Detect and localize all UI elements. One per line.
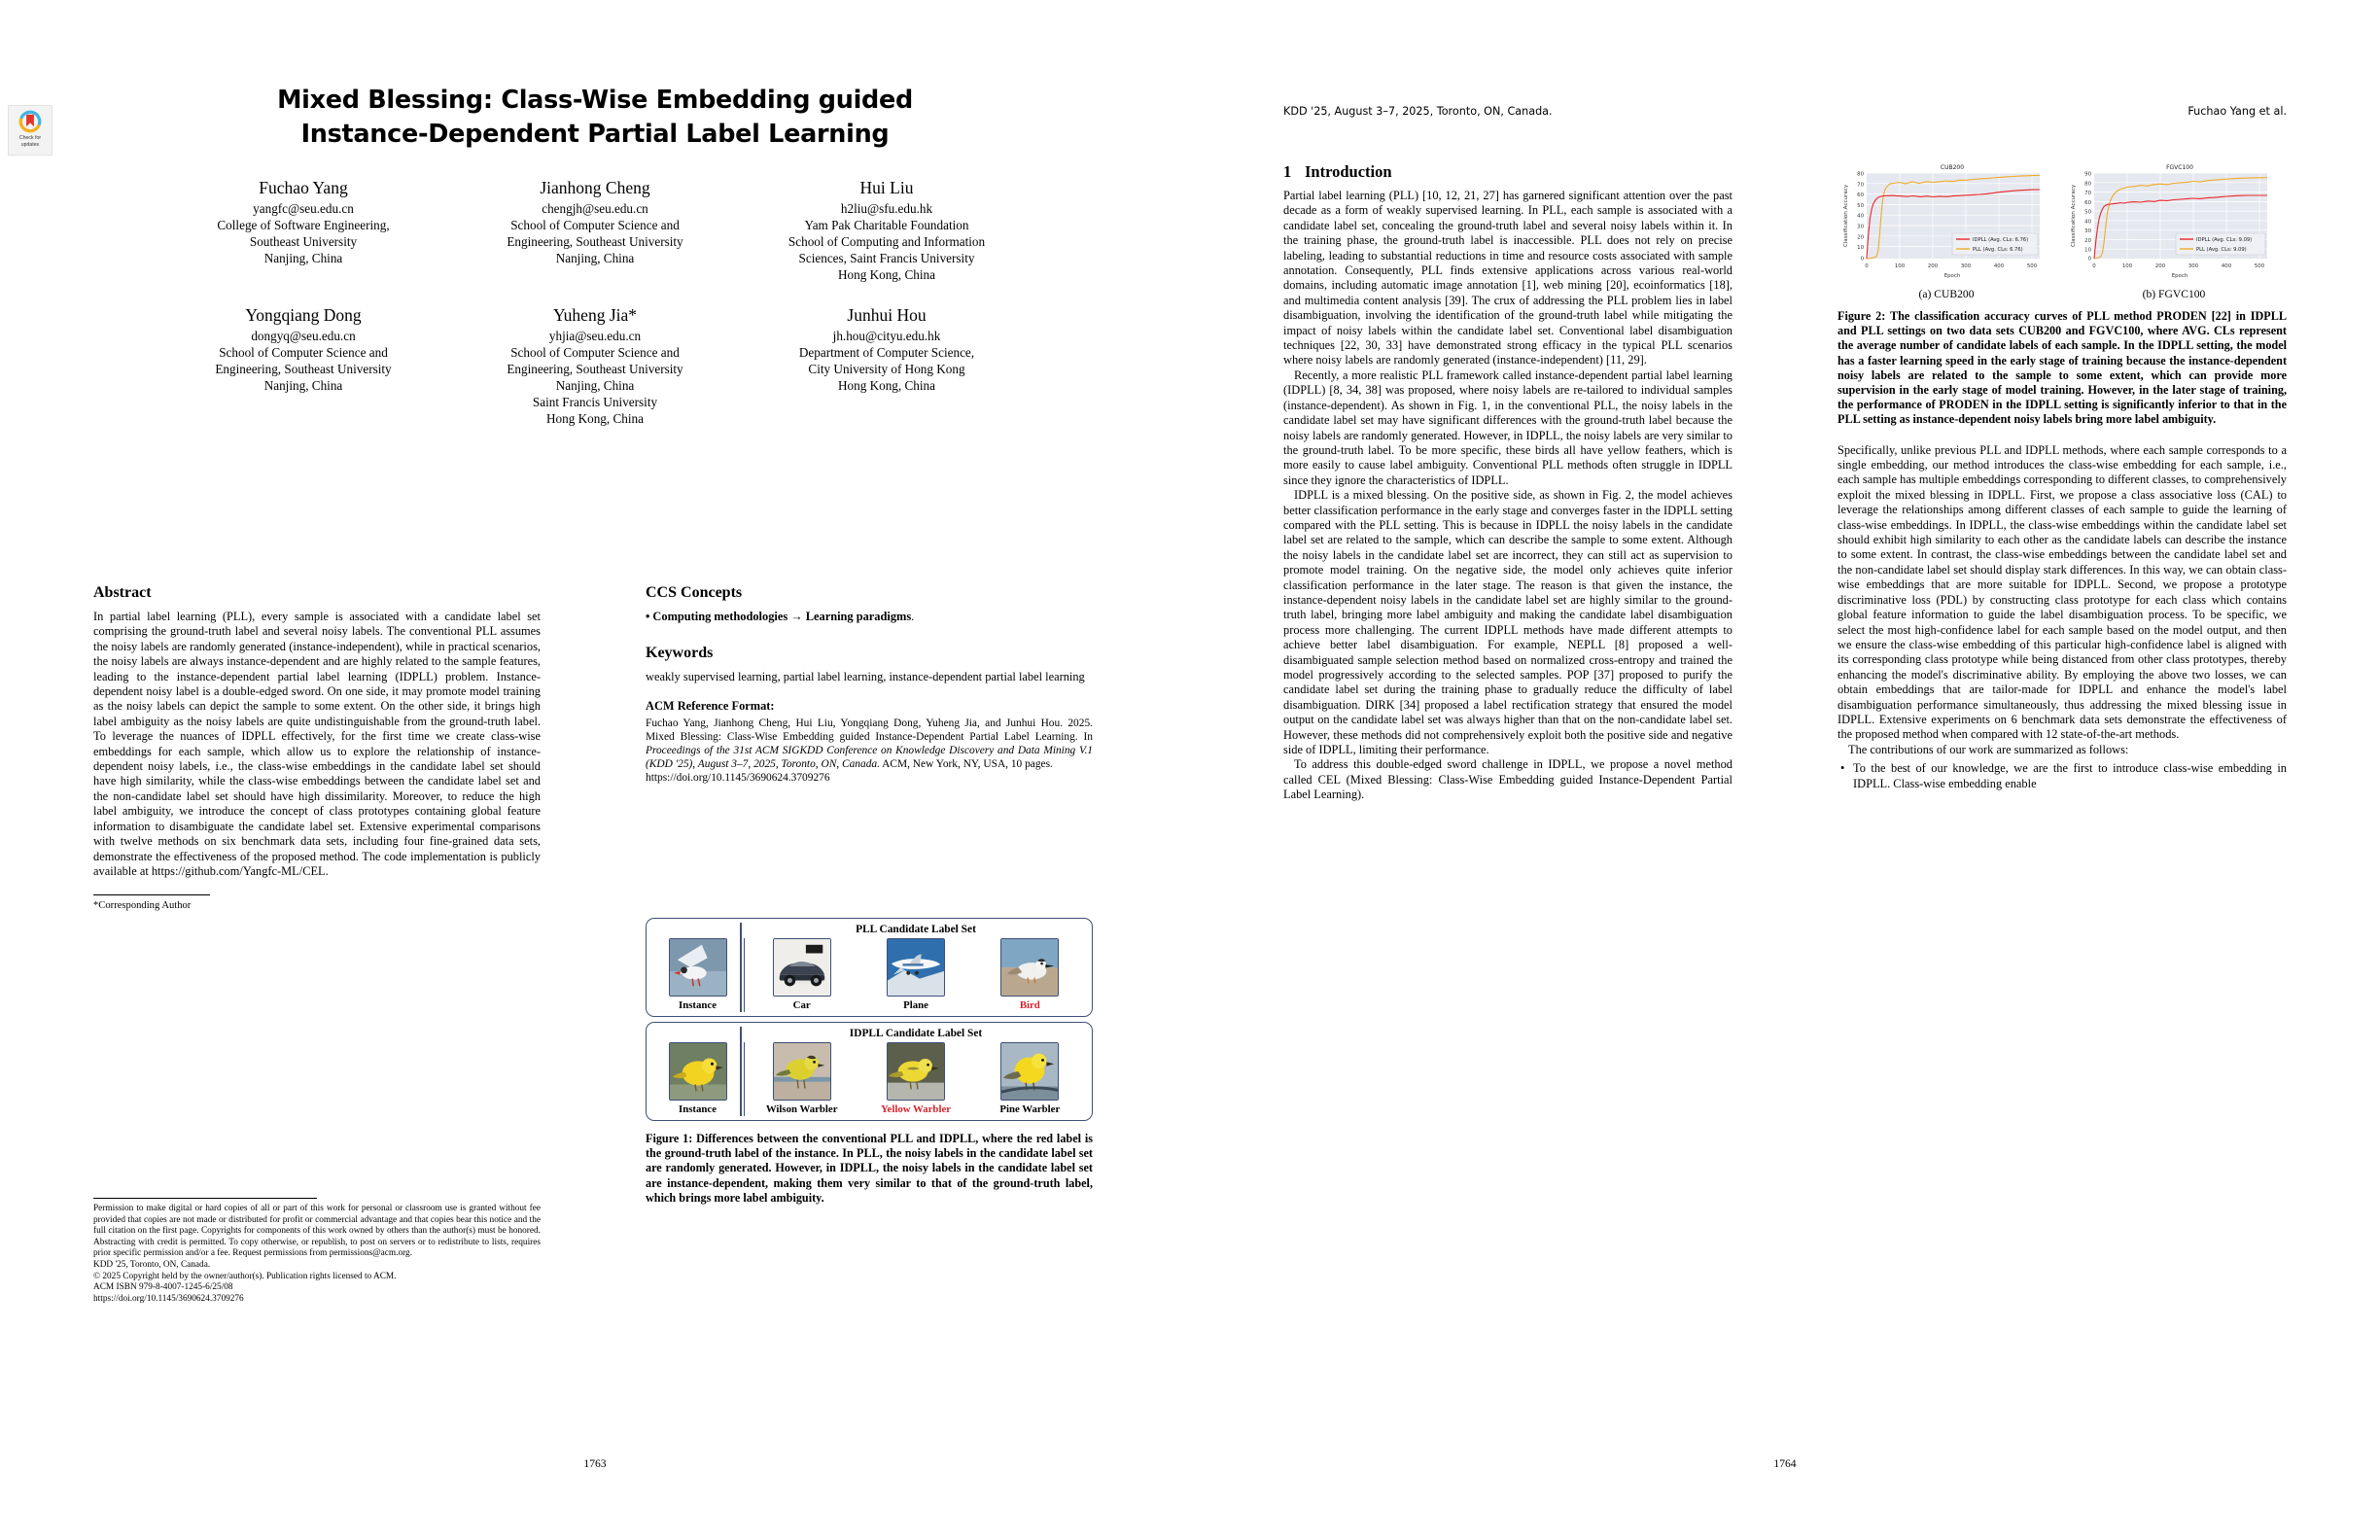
pine-warbler-image xyxy=(1000,1042,1059,1101)
contribution-list xyxy=(1838,761,2287,791)
section-title: Introduction xyxy=(1305,162,1392,181)
author-affiliation-line: Nanjing, China xyxy=(263,251,343,265)
svg-text:100: 100 xyxy=(1894,263,1906,269)
author-email[interactable]: dongyq@seu.edu.cn xyxy=(251,329,356,343)
author-affiliation-line: Engineering, Southeast University xyxy=(507,362,683,376)
idpll-panel-items xyxy=(651,1042,1087,1116)
svg-text:Classification Accuracy: Classification Accuracy xyxy=(1843,184,1849,248)
svg-text:100: 100 xyxy=(2121,263,2133,269)
author-affiliation-line: Hong Kong, China xyxy=(837,378,935,393)
author-name: Jianhong Cheng xyxy=(540,178,650,197)
permission-statement: Permission to make digital or hard copies of all or part of this work for personal or classroom use is granted without fee provided that copies are not made or distributed for profit or commercial advantage and that copies bear this notice and the full citation on the first page. Copyrights for components of this work owned by others than the author(s) must be honored. Abstracting with credit is permitted. To copy otherwise, or republish, to post on servers or to redistribute to lists, requires prior specific permission and/or a fee. Request permissions from permissions@acm.org. xyxy=(93,1204,541,1259)
author-affiliation-line: City University of Hong Kong xyxy=(808,362,965,376)
author-affiliation-line: School of Computer Science and xyxy=(510,218,680,232)
abstract-heading: Abstract xyxy=(93,584,152,601)
author-block xyxy=(741,304,1032,427)
chart-title: FGVC100 xyxy=(2166,164,2193,171)
svg-text:50: 50 xyxy=(2084,209,2091,216)
svg-text:60: 60 xyxy=(1857,192,1864,199)
pll-panel-header: PLL Candidate Label Set xyxy=(856,924,976,935)
idpll-instance-cell xyxy=(651,1042,745,1116)
author-email[interactable]: yhjia@seu.edu.cn xyxy=(548,329,642,343)
running-head xyxy=(1283,105,2287,118)
author-affiliation-line: Southeast University xyxy=(249,234,358,249)
copyright-block xyxy=(93,1198,541,1305)
plane-image xyxy=(887,938,945,997)
pll-label-2-groundtruth: Bird xyxy=(1019,999,1040,1011)
idpll-panel-header: IDPLL Candidate Label Set xyxy=(849,1028,983,1039)
author-name: Yuheng Jia* xyxy=(552,305,638,325)
abstract-column xyxy=(93,583,541,912)
idpll-label-1-groundtruth: Yellow Warbler xyxy=(880,1103,952,1115)
chart-cub200-svg xyxy=(1838,161,2055,284)
car-image xyxy=(773,938,831,997)
ccs-concept xyxy=(646,610,1093,624)
svg-text:80: 80 xyxy=(2084,181,2091,188)
svg-text:10: 10 xyxy=(2084,247,2091,254)
doi-link[interactable]: https://doi.org/10.1145/3690624.3709276 xyxy=(93,1293,244,1304)
svg-text:30: 30 xyxy=(2084,228,2091,235)
acm-reference-heading: ACM Reference Format: xyxy=(646,698,775,713)
svg-text:300: 300 xyxy=(1960,263,1972,269)
svg-text:500: 500 xyxy=(2026,263,2038,269)
author-block xyxy=(449,304,741,427)
contribution-item: • To the best of our knowledge, we are the first to introduce class-wise embedding in IDPLL. Class-wise embedding enable xyxy=(1838,761,2287,791)
author-email[interactable]: jh.hou@cityu.edu.hk xyxy=(832,329,941,343)
author-name: Fuchao Yang xyxy=(259,178,348,197)
svg-text:30: 30 xyxy=(1857,224,1864,230)
legend-label-pll: PLL (Avg. CLs: 9.09) xyxy=(2196,247,2247,253)
svg-text:0: 0 xyxy=(2087,256,2091,262)
figure-2a-subcaption: (a) CUB200 xyxy=(1918,288,1975,300)
figure-1 xyxy=(646,918,1093,1206)
svg-text:80: 80 xyxy=(1857,171,1864,178)
idpll-candidate-cell xyxy=(973,1042,1087,1116)
author-row-2 xyxy=(158,304,1032,427)
title-line-2: Instance-Dependent Partial Label Learning xyxy=(300,120,890,149)
figure-1-idpll-panel xyxy=(646,1022,1093,1121)
wilson-warbler-image xyxy=(773,1042,831,1101)
isbn-line: ACM ISBN 979-8-4007-1245-6/25/08 xyxy=(93,1282,233,1293)
author-email[interactable]: yangfc@seu.edu.cn xyxy=(253,201,354,216)
pll-candidate-cell xyxy=(973,938,1087,1012)
footnote-divider xyxy=(93,894,210,895)
figure-2-charts xyxy=(1838,161,2287,300)
chart-fgvc100-svg xyxy=(2065,161,2283,284)
svg-text:200: 200 xyxy=(2154,263,2166,269)
author-affiliation-line: School of Computing and Information xyxy=(788,234,986,249)
abstract-text: In partial label learning (PLL), every sample is associated with a candidate label set comprising the ground-truth label and several noisy labels. The conventional PLL assumes the noisy labels are randomly generated (instance-independent), while in practical scenarios, the noisy labels are always instance-dependent and are highly related to the sample features, leading to the instance-dependent partial label learning (IDPLL) problem. Instance-dependent noisy label is a double-edged sword. On one side, it may promote model training as the noisy labels can depict the sample to some extent. On the other side, it brings high label ambiguity as the noisy labels are quite undistinguishable from the ground-truth label. To leverage the nuances of IDPLL effectively, for the first time we create class-wise embeddings for each sample, which allow us to explore the relationship of instance-dependent noisy labels, i.e., the class-wise embeddings in the candidate label set should have high similarity, while the class-wise embeddings between the candidate label set and the non-candidate label set should have high dissimilarity. Moreover, to reduce the high label ambiguity, we introduce the concept of class prototypes containing global feature information to disambiguate the candidate label set. Extensive experimental comparisons with twelve methods on six benchmark data sets, including four fine-grained data sets, demonstrate the effectiveness of the proposed method. The code implementation is publicly available at https://github.com/Yangfc-ML/CEL. xyxy=(93,610,541,878)
svg-text:0: 0 xyxy=(2092,263,2096,269)
crossmark-icon xyxy=(18,109,43,134)
author-row-1 xyxy=(158,177,1032,283)
paper-page-right xyxy=(1190,0,2380,1540)
author-affiliation-line: Sciences, Saint Francis University xyxy=(798,251,975,265)
author-affiliation-line: Yam Pak Charitable Foundation xyxy=(804,218,969,232)
instance-label: Instance xyxy=(679,1103,717,1115)
svg-text:300: 300 xyxy=(2188,263,2199,269)
pll-label-1: Plane xyxy=(903,999,928,1011)
figure-1-pll-panel xyxy=(646,918,1093,1017)
svg-text:40: 40 xyxy=(2084,219,2091,226)
author-affiliation-line: Nanjing, China xyxy=(555,251,635,265)
acmref-part2: ACM, New York, NY, USA, 10 pages. xyxy=(879,757,1053,770)
chart-cub200-plot xyxy=(1838,161,2055,284)
intro-paragraph-5: Specifically, unlike previous PLL and IDPLL methods, where each sample corresponds to a single embedding, our method introduces the class-wise embedding for each sample, i.e., each sample has multiple embeddings corresponding to different classes, to comprehensively exploit the mixed blessing in IDPLL. First, we propose a class associative loss (CAL) to leverage the relationships among different classes of each sample to guide the learning of class-wise embeddings. In IDPLL, the class-wise embeddings within the candidate label set should exhibit high similarity to each other as the candidate labels can describe the instance to some extent. In contrast, the class-wise embeddings between the candidate label set and the non-candidate label set should display stark differences. In this way, we can obtain class-wise embeddings that are more suitable for IDPLL. Second, we propose a prototype discriminative loss (PDL) by constructing class prototype for each class which contains global feature information to guide the label disambiguation process. To be specific, we select the most high-confidence label for each sample based on the model output, and then we ensure the class-wise embedding of this particular high-confidence label is aligned with its corresponding class prototype while being distanced from other class prototypes, thereby enhancing the model's discriminative ability. By employing the above two losses, we can obtain embeddings that are tailor-made for IDPLL and enhance the model's label disambiguation performance simultaneously, thus addressing the mixed blessing issue in IDPLL. Extensive experiments on 6 benchmark data sets demonstrate the effectiveness of the proposed method when compared with 12 state-of-the-art methods. xyxy=(1838,442,2287,742)
pll-candidate-cell xyxy=(858,938,972,1012)
intro-paragraph-2: Recently, a more realistic PLL framework called instance-dependent partial label learning (IDPLL) [8, 34, 38] was proposed, where noisy labels are re-tailored to individual samples (instance-dependent). As shown in Fig. 1, in the conventional PLL, the noisy labels in the candidate label set may have significant differences with the ground-truth label because the noisy labels are randomly generated. However, in IDPLL, the noisy labels are very similar to the ground-truth label. To be more specific, these birds all have yellow feathers, which is more easily to cause label ambiguity. Conventional PLL methods often struggle in IDPLL since they ignore the characteristics of IDPLL. xyxy=(1283,368,1732,487)
chart-title: CUB200 xyxy=(1940,164,1965,171)
running-head-right: Fuchao Yang et al. xyxy=(2188,105,2287,118)
folio-left: 1763 xyxy=(583,1457,607,1470)
svg-text:40: 40 xyxy=(1857,213,1864,220)
acmref-italic: Proceedings of the 31st ACM SIGKDD Conference on Knowledge Discovery and Data Mining V.1 (KDD '25), August 3–7, 2025, Toronto, ON, Canada. xyxy=(646,744,1093,770)
author-affiliation-line: Nanjing, China xyxy=(263,378,343,393)
instance-label: Instance xyxy=(679,999,717,1011)
author-name: Yongqiang Dong xyxy=(245,305,362,325)
figure-2-caption: Figure 2: The classification accuracy curves of PLL method PRODEN [22] in IDPLL and PLL settings on two data sets CUB200 and FGVC100, where AVG. CLs represent the average number of candidate labels of each sample. In the IDPLL setting, the model has a faster learning speed in the early stage of training because the instance-dependent noisy labels are related to the sample to some extent, which can provide more supervision in the early stage of model training. However, in the later stage of training, the performance of PRODEN in the IDPLL setting is significantly inferior to that in the PLL setting as instance-dependent noisy labels bring more label ambiguity. xyxy=(1838,309,2287,427)
author-affiliation-line: College of Software Engineering, xyxy=(217,218,390,232)
chart-fgvc100 xyxy=(2065,161,2283,300)
svg-text:60: 60 xyxy=(2084,199,2091,206)
svg-text:0: 0 xyxy=(1860,256,1864,262)
pll-instance-cell xyxy=(651,938,745,1012)
copyright-line: © 2025 Copyright held by the owner/author(s). Publication rights licensed to ACM. xyxy=(93,1271,397,1281)
page-title xyxy=(255,0,935,152)
ccs-keywords-column xyxy=(646,583,1093,912)
svg-text:Epoch: Epoch xyxy=(1943,273,1961,279)
panel-divider xyxy=(740,923,742,1012)
author-affiliation-line: Department of Computer Science, xyxy=(798,345,975,360)
svg-text:Classification Accuracy: Classification Accuracy xyxy=(2071,184,2077,248)
author-email[interactable]: chengjh@seu.edu.cn xyxy=(542,201,648,216)
figure-2 xyxy=(1838,161,2287,428)
pll-panel-items xyxy=(651,938,1087,1012)
section-number: 1 xyxy=(1283,162,1292,181)
running-head-left: KDD '25, August 3–7, 2025, Toronto, ON, Canada. xyxy=(1283,105,1553,118)
idpll-label-0: Wilson Warbler xyxy=(765,1103,838,1115)
intro-paragraph-4: To address this double-edged sword challenge in IDPLL, we propose a novel method called CEL (Mixed Blessing: Class-Wise Embedding guided Instance-Dependent Partial Label Learning). xyxy=(1283,757,1732,802)
author-affiliation-line: School of Computer Science and xyxy=(219,345,388,360)
author-affiliation-line: Engineering, Southeast University xyxy=(215,362,392,376)
svg-text:20: 20 xyxy=(1857,234,1864,241)
chart-fgvc100-plot xyxy=(2065,161,2283,284)
yellow-warbler-image xyxy=(887,1042,945,1101)
svg-text:20: 20 xyxy=(2084,237,2091,244)
right-page-columns xyxy=(1283,161,2287,803)
author-name: Hui Liu xyxy=(859,178,914,197)
copyright-divider xyxy=(93,1198,317,1199)
acmref-part1: Fuchao Yang, Jianhong Cheng, Hui Liu, Yongqiang Dong, Yuheng Jia, and Junhui Hou. 2025. Mixed Blessing: Class-Wise Embedding guided Instance-Dependent Partial Label Learning. In xyxy=(646,717,1093,743)
author-affiliation-line: Hong Kong, China xyxy=(837,267,935,282)
svg-text:50: 50 xyxy=(1857,202,1864,209)
author-block xyxy=(449,177,741,283)
figure-2b-subcaption: (b) FGVC100 xyxy=(2142,288,2206,300)
keywords-heading: Keywords xyxy=(646,645,714,662)
bird-tern-image xyxy=(1000,938,1059,997)
author-affiliation-line: Hong Kong, China xyxy=(545,411,644,426)
crossmark-line2: updates xyxy=(20,142,40,148)
intro-paragraph-1: Partial label learning (PLL) [10, 12, 21, 27] has garnered significant attention over the past decade as a form of weakly supervised learning. In PLL, each sample is associated with a candidate label set, concealing the ground-truth label and several noisy labels within it. In the training phase, the ground-truth label is inaccessible. PLL does not rely on precise labeling, leading to substantial reductions in time and resource costs associated with sample annotation. Consequently, PLL finds extensive applications across various real-world domains, including automatic image annotation [1], web mining [20], ecoinformatics [18], and multimedia content analysis [39]. The crux of addressing the PLL problem lies in label disambiguation, involving the identification of the ground-truth label while mitigating the impact of noisy labels within the candidate label set. Conventional label disambiguation techniques [22, 30, 33] have demonstrated strong efficacy in the typical PLL scenarios where noisy labels are randomly generated (instance-independent) [11, 29]. xyxy=(1283,189,1732,368)
intro-paragraph-3: IDPLL is a mixed blessing. On the positive side, as shown in Fig. 2, the model achieves better classification performance in the early stage and converges faster in the IDPLL setting compared with the PLL setting. This is because in IDPLL the noisy labels in the candidate label set are related to the sample, which can describe the sample to some extent. Although the noisy labels in the candidate label set are incorrect, they can still act as supervision to promote model training. On the negative side, the model only achieves quite inferior classification performance in the later stage. The reason is that given the instance, the instance-dependent noisy labels in the candidate label set are highly similar to the ground-truth label, bringing more label ambiguity and making the candidate label disambiguation process more challenging. The current IDPLL methods have made different attempts to achieve better label disambiguation. For example, NEPLL [8] proposed a well-disambiguated sample selection method based on normalized cross-entropy and trained the model progressively according to the selected samples. POP [37] proposed to purify the candidate label set during the training phase to gradually reduce the difficulty of label disambiguation. DIRK [34] proposed a label rectification strategy that ensured the model output on the candidate label set was always higher than that on the non-candidate label set. However, these methods did not comprehensively exploit both the positive side and negative side of IDPLL, limiting their performance. xyxy=(1283,488,1732,757)
author-affiliation-line: Saint Francis University xyxy=(532,395,658,409)
title-line-1: Mixed Blessing: Class-Wise Embedding guided xyxy=(277,86,913,115)
author-affiliation-line: School of Computer Science and xyxy=(510,345,680,360)
author-name: Junhui Hou xyxy=(847,305,927,325)
figure2-and-text-column xyxy=(1838,161,2287,803)
panel-divider xyxy=(740,1027,742,1116)
crossmark-badge[interactable] xyxy=(8,105,52,156)
pll-label-0: Car xyxy=(792,999,811,1011)
author-block xyxy=(158,304,449,427)
idpll-candidate-cell xyxy=(858,1042,972,1116)
svg-text:400: 400 xyxy=(1993,263,2005,269)
svg-text:70: 70 xyxy=(2084,191,2091,197)
acmref-doi[interactable]: https://doi.org/10.1145/3690624.3709276 xyxy=(646,771,830,784)
svg-text:200: 200 xyxy=(1927,263,1939,269)
author-email[interactable]: h2liu@sfu.edu.hk xyxy=(840,201,933,216)
folio-right: 1764 xyxy=(1773,1457,1797,1470)
pll-candidate-cell xyxy=(745,938,858,1012)
instance-yellow-warbler-image xyxy=(669,1042,727,1101)
section-1-heading xyxy=(1283,161,1732,182)
svg-text:90: 90 xyxy=(2084,171,2091,178)
ccs-concept-text: • Computing methodologies → Learning paradigms xyxy=(646,610,912,623)
svg-text:70: 70 xyxy=(1857,182,1864,189)
svg-text:400: 400 xyxy=(2221,263,2232,269)
idpll-label-2: Pine Warbler xyxy=(999,1103,1061,1115)
idpll-candidate-cell xyxy=(745,1042,858,1116)
corresponding-author-note: *Corresponding Author xyxy=(93,900,192,912)
instance-tern-image xyxy=(669,938,727,997)
chart-cub200 xyxy=(1838,161,2055,300)
keywords-text: weakly supervised learning, partial label learning, instance-dependent partial label learning xyxy=(646,670,1085,684)
ccs-concept-tail: . xyxy=(911,610,915,623)
legend-label-pll: PLL (Avg. CLs: 6.76) xyxy=(1973,247,2023,253)
introduction-column xyxy=(1283,161,1732,803)
left-page-columns xyxy=(93,583,1093,912)
svg-text:Epoch: Epoch xyxy=(2171,273,2188,279)
legend-label-idpll: IDPLL (Avg. CLs: 6.76) xyxy=(1973,237,2029,243)
acm-reference-text xyxy=(646,717,1093,785)
legend-label-idpll: IDPLL (Avg. CLs: 9.09) xyxy=(2196,237,2253,243)
author-affiliation-line: Nanjing, China xyxy=(555,378,635,393)
svg-text:0: 0 xyxy=(1865,263,1869,269)
author-block xyxy=(158,177,449,283)
svg-text:500: 500 xyxy=(2254,263,2265,269)
svg-text:10: 10 xyxy=(1857,245,1864,252)
venue-line: KDD '25, Toronto, ON, Canada. xyxy=(93,1259,211,1270)
crossmark-line1: Check for xyxy=(18,135,42,141)
figure-1-caption: Figure 1: Differences between the conventional PLL and IDPLL, where the red label is the ground-truth label of the instance. In PLL, the noisy labels in the candidate label set are randomly generated. However, in IDPLL, the noisy labels in the candidate label set are instance-dependent, making them very similar to that of the ground-truth label, which brings more label ambiguity. xyxy=(646,1132,1093,1205)
author-block xyxy=(741,177,1032,283)
ccs-heading: CCS Concepts xyxy=(646,584,743,601)
author-affiliation-line: Engineering, Southeast University xyxy=(507,234,683,249)
intro-paragraph-6: The contributions of our work are summarized as follows: xyxy=(1848,742,2129,756)
